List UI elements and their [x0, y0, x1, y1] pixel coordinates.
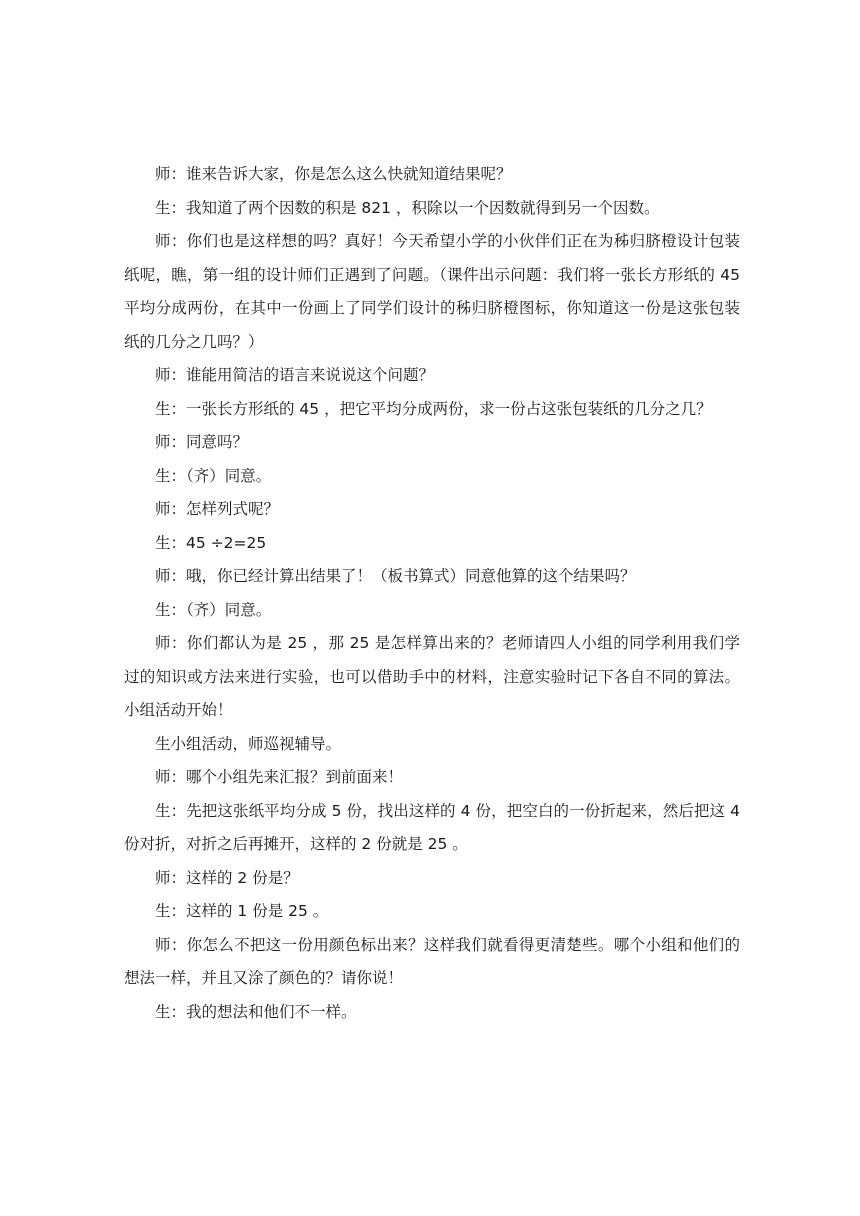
paragraph-14: 师：哪个小组先来汇报？到前面来！: [155, 768, 404, 786]
paragraph-19: 生：我的想法和他们不一样。: [155, 1002, 357, 1021]
document-body: [124, 158, 740, 1029]
paragraph-13: 生小组活动，师巡视辅导。: [155, 734, 342, 753]
paragraph-5: 生：一张长方形纸的 45 ，把它平均分成两份，求一份占这张包装纸的几分之几？: [155, 399, 712, 418]
paragraph-16: 师：这样的 2 份是？: [155, 868, 299, 887]
paragraph-8: 师：怎样列式呢？: [155, 500, 280, 518]
paragraph-10: 师：哦，你已经计算出结果了！（板书算式）同意他算的这个结果吗？: [155, 567, 636, 585]
paragraph-9: 生：45 ÷2=25: [155, 533, 267, 552]
paragraph-2: 生：我知道了两个因数的积是 821 ，积除以一个因数就得到另一个因数。: [155, 198, 660, 217]
paragraph-11: 生：（齐）同意。: [155, 600, 272, 619]
paragraph-1: 师：谁来告诉大家，你是怎么这么快就知道结果呢？: [155, 165, 512, 183]
paragraph-4: 师：谁能用简洁的语言来说说这个问题？: [155, 366, 435, 384]
paragraph-3: 师：你们也是这样想的吗？真好！今天希望小学的小伙伴们正在为秭归脐橙设计包装纸呢，瞧，第一组的设计师们正遇到了问题。（课件出示问题：我们将一张长方形纸的 45 平均分成两份，在其中一份画上了同学们设计的秭归脐橙图标，你知道这一份是这张包装纸的几分之几吗？）: [124, 232, 740, 351]
paragraph-15: 生：先把这张纸平均分成 5 份，找出这样的 4 份，把空白的一份折起来，然后把这 4 份对折，对折之后再摊开，这样的 2 份就是 25 。: [124, 801, 740, 853]
paragraph-17: 生：这样的 1 份是 25 。: [155, 902, 329, 920]
paragraph-7: 生：（齐）同意。: [155, 466, 272, 485]
paragraph-12: 师：你们都认为是 25 ，那 25 是怎样算出来的？老师请四人小组的同学利用我们学过的知识或方法来进行实验，也可以借助手中的材料，注意实验时记下各自不同的算法。小组活动开始！: [124, 634, 740, 719]
paragraph-18: 师：你怎么不把这一份用颜色标出来？这样我们就看得更清楚些。哪个小组和他们的想法一样，并且又涂了颜色的？请你说！: [124, 935, 740, 987]
paragraph-6: 师：同意吗？: [155, 433, 249, 451]
